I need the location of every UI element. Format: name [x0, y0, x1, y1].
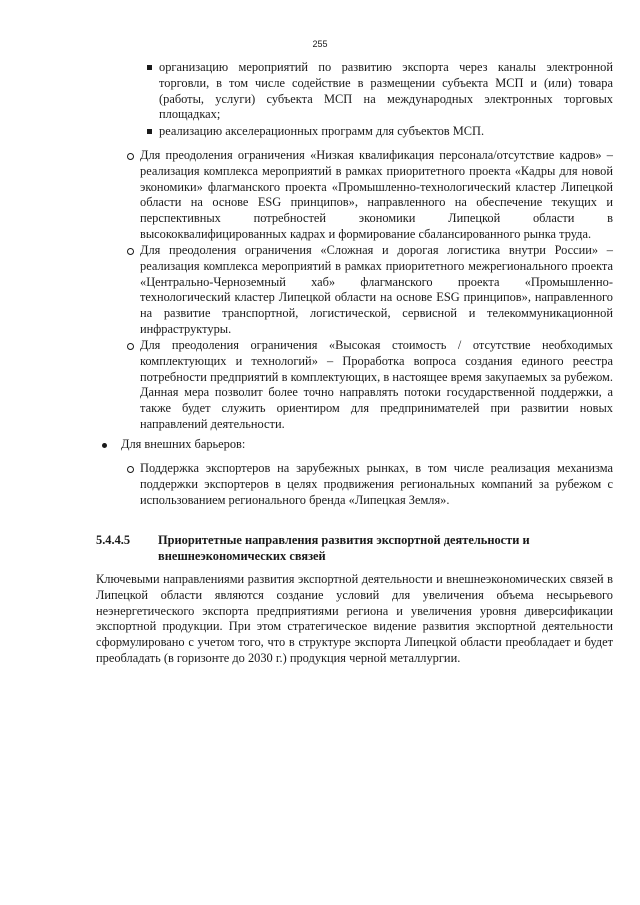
section-number: 5.4.4.5	[96, 533, 131, 547]
square-bullet-icon	[147, 129, 152, 134]
circle-bullet-icon	[127, 466, 134, 473]
circle-bullet-icon	[127, 248, 134, 255]
list-item: реализацию акселерационных программ для субъектов МСП.	[159, 124, 485, 138]
list-item: Для преодоления ограничения «Низкая квалификация персонала/отсутствие кадров» – реализация комплекса мероприятий в рамках приоритетного проекта «Кадры для новой экономики» флагманского проекта «Промышленно-технологический кластер Липецкой области на основе ESG принципов», направленного на обеспечение текущих и перспективных потребностей экономики Липецкой области в высококвалифицированных кадрах и формирование сбалансированного рынка труда.	[140, 148, 613, 241]
square-bullet-icon	[147, 65, 152, 70]
list-item: Поддержка экспортеров на зарубежных рынках, в том числе реализация механизма поддержки экспортеров в целях продвижения региональных компаний за рубежом с использованием регионального бренда «Липецкая Земля».	[140, 461, 613, 507]
circle-bullet-icon	[127, 343, 134, 350]
list-item: организацию мероприятий по развитию экспорта через каналы электронной торговли, в том числе содействие в размещении субъекта МСП и (или) товара (работы, услуги) субъекта МСП на международных электронных торговых площадках;	[159, 60, 613, 122]
page-number: 255	[312, 39, 328, 49]
external-barriers-label: Для внешних барьеров:	[121, 437, 246, 451]
list-item: Для преодоления ограничения «Высокая стоимость / отсутствие необходимых комплектующих и технологий» – Проработка вопроса создания единого реестра потребности предприятий в комплектующих, в настоящее время закупаемых за рубежом. Данная мера позволит более точно направлять потоки государственной поддержки, а также будет служить ориентиром для предпринимателей при развитии новых направлений деятельности.	[140, 338, 613, 431]
list-item: Для преодоления ограничения «Сложная и дорогая логистика внутри России» – реализация комплекса мероприятий в рамках приоритетного межрегионального проекта «Центрально-Черноземный хаб» флагманского проекта «Промышленно-технологический кластер Липецкой области на основе ESG принципов», направленного на развитие транспортной, логистической, сервисной и телекоммуникационной инфраструктуры.	[140, 243, 613, 336]
round-bullet-icon	[102, 443, 107, 448]
circle-bullet-icon	[127, 153, 134, 160]
body-paragraph: Ключевыми направлениями развития экспортной деятельности и внешнеэкономических связей в Липецкой области являются создание условий для увеличения объема несырьевого неэнергетического экспорта предприятиями региона и увеличения уровня диверсификации экспортной продукции. При этом стратегическое видение развития экспортной деятельности сформулировано с учетом того, что в структуре экспорта Липецкой области преобладает и будет преобладать (в горизонте до 2030 г.) продукция черной металлургии.	[96, 572, 613, 665]
section-title: Приоритетные направления развития экспортной деятельности и внешнеэкономических связей	[158, 533, 530, 563]
